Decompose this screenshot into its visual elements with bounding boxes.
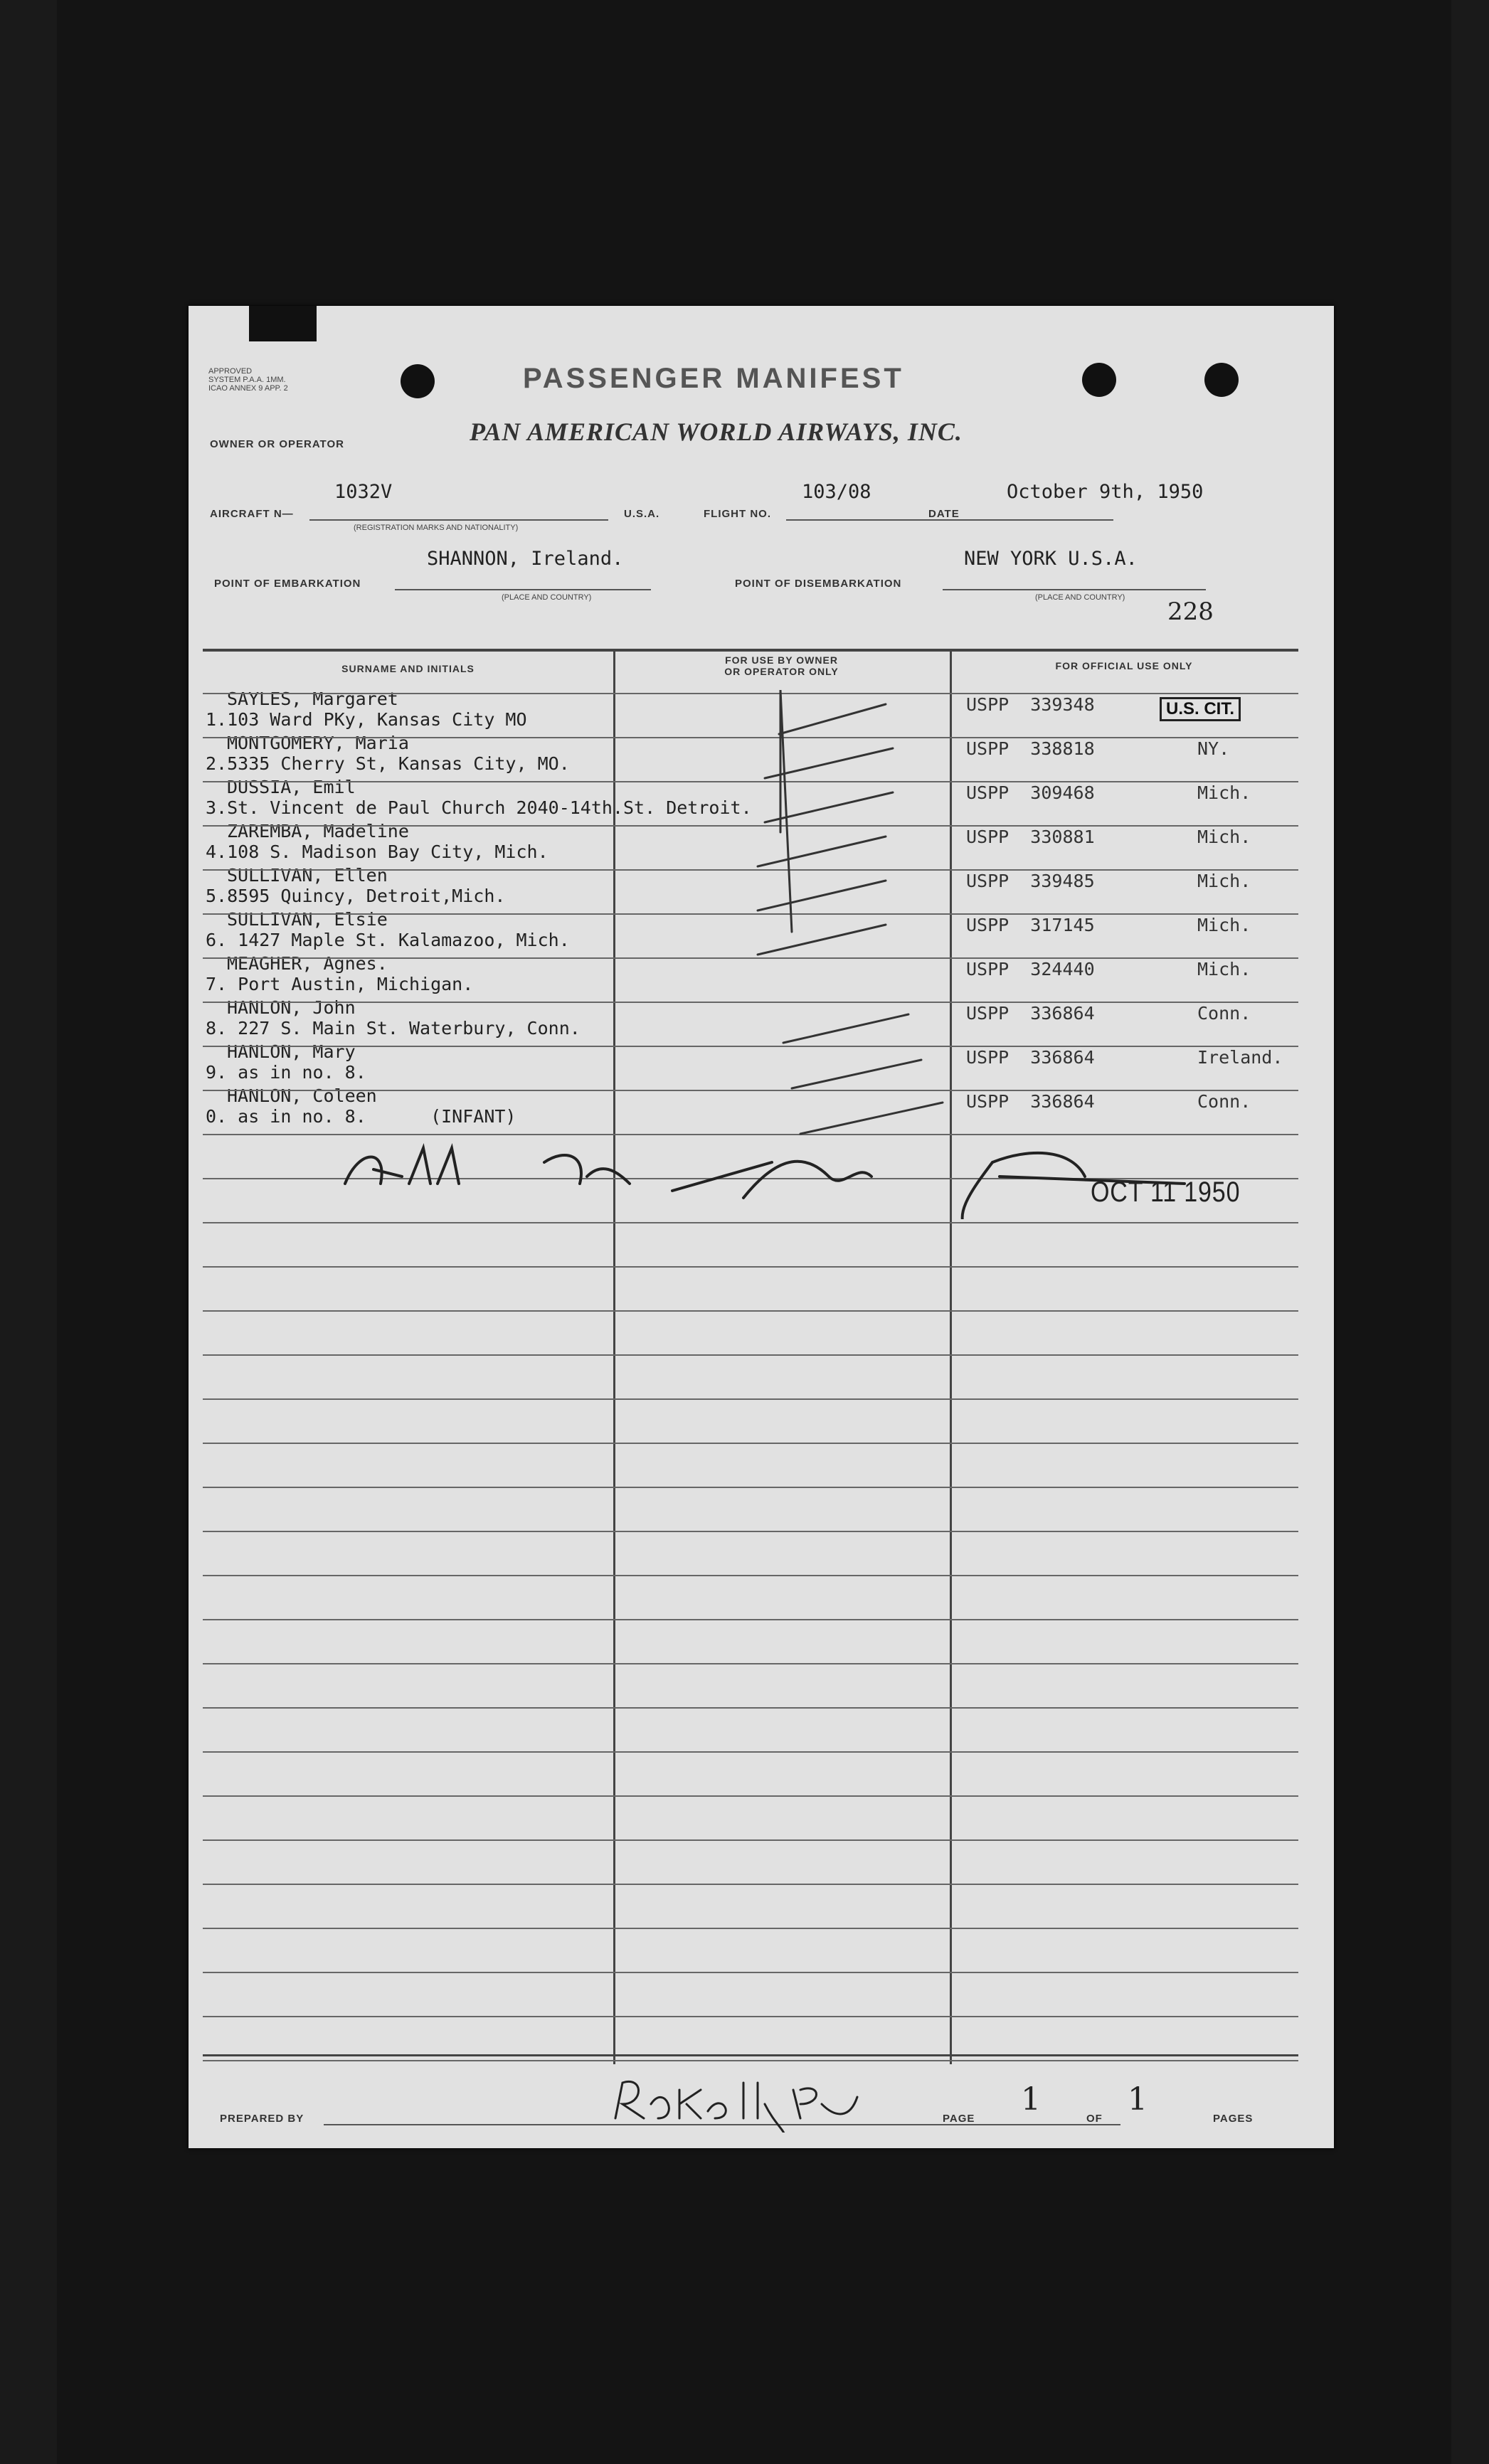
manifest-sheet: [189, 306, 1334, 2148]
footer-rule-top: [203, 2054, 1298, 2056]
passport-number: USPP 336864: [966, 1003, 1095, 1024]
receipt-date-stamp: OCT 11 1950: [1091, 1177, 1241, 1208]
passenger-address: 9. as in no. 8.: [206, 1062, 366, 1083]
passenger-name-address: [206, 1041, 366, 1083]
ruled-line: [203, 1575, 1298, 1576]
passport-number: USPP 309468: [966, 782, 1095, 803]
date-label: DATE: [928, 508, 960, 520]
aircraft-label: AIRCRAFT N—: [210, 508, 294, 520]
ruled-line: [203, 1751, 1298, 1753]
embark-value: SHANNON, Ireland.: [427, 548, 624, 570]
passenger-name: ZAREMBA, Madeline: [227, 821, 409, 841]
check-stroke-7: [783, 1014, 908, 1043]
residence-note: Mich.: [1197, 782, 1251, 803]
nationality: U.S.A.: [624, 508, 660, 520]
passport-number: USPP 317145: [966, 915, 1095, 935]
ruled-line: [203, 1839, 1298, 1841]
ruled-line: [203, 1531, 1298, 1532]
residence-note: Mich.: [1197, 915, 1251, 935]
passport-number: USPP 339348: [966, 694, 1095, 715]
ruled-line: [203, 1663, 1298, 1664]
of-label: OF: [1086, 2113, 1103, 2125]
passenger-name-address: [206, 997, 581, 1039]
passenger-name-address: [206, 953, 473, 994]
header-operator: FOR USE BY OWNER OR OPERATOR ONLY: [724, 654, 839, 677]
header-surname: SURNAME AND INITIALS: [341, 663, 475, 674]
passenger-address: 6. 1427 Maple St. Kalamazoo, Mich.: [206, 930, 570, 950]
ruled-line: [203, 1707, 1298, 1709]
ruled-line: [203, 1884, 1298, 1885]
ruled-line: [203, 1795, 1298, 1797]
ruled-line: [203, 1928, 1298, 1929]
check-stroke-9: [800, 1103, 943, 1134]
passenger-name: SULLIVAN, Ellen: [227, 865, 388, 886]
punch-hole-right: [1082, 363, 1116, 397]
passport-number: USPP 336864: [966, 1047, 1095, 1068]
aircraft-value: 1032V: [334, 481, 393, 503]
header-official: FOR OFFICIAL USE ONLY: [1055, 660, 1193, 671]
reference-number: 228: [1167, 598, 1214, 626]
page-label: PAGE: [943, 2113, 975, 2125]
prepared-signature-ink: [608, 2076, 864, 2133]
check-stroke-8: [792, 1060, 921, 1088]
passenger-name: HANLON, John: [227, 997, 356, 1018]
punch-hole-far-right: [1204, 363, 1239, 397]
passenger-name-address: [206, 689, 527, 730]
passenger-address: 7. Port Austin, Michigan.: [206, 974, 474, 994]
passenger-address: 3.St. Vincent de Paul Church 2040-14th.St. Detroit.: [206, 797, 752, 818]
passport-number: USPP 338818: [966, 738, 1095, 759]
check-stroke-3: [765, 792, 893, 822]
check-stroke-4: [758, 837, 886, 866]
passenger-name-address: [206, 733, 570, 774]
tape-mark: [249, 306, 317, 341]
disembark-value: NEW YORK U.S.A.: [964, 548, 1138, 570]
passenger-name: HANLON, Coleen: [227, 1085, 377, 1106]
embark-label: POINT OF EMBARKATION: [214, 578, 361, 590]
handwritten-summary-ink: [331, 1134, 1220, 1219]
passenger-address: 8. 227 S. Main St. Waterbury, Conn.: [206, 1018, 581, 1039]
registration-note: (REGISTRATION MARKS AND NATIONALITY): [354, 524, 519, 532]
passenger-address: 2.5335 Cherry St, Kansas City, MO.: [206, 753, 570, 774]
passenger-address: 4.108 S. Madison Bay City, Mich.: [206, 841, 549, 862]
passenger-name-address: [206, 821, 549, 862]
residence-note: Conn.: [1197, 1091, 1251, 1112]
flight-label: FLIGHT NO.: [704, 508, 771, 520]
passport-number: USPP 324440: [966, 959, 1095, 979]
passenger-name: HANLON, Mary: [227, 1041, 356, 1062]
disembark-label: POINT OF DISEMBARKATION: [735, 578, 902, 590]
residence-note: Mich.: [1197, 827, 1251, 847]
residence-note: Conn.: [1197, 1003, 1251, 1024]
residence-note: NY.: [1197, 738, 1230, 759]
residence-note: Ireland.: [1197, 1047, 1283, 1068]
ruled-line: [203, 1972, 1298, 1973]
ruled-line: [203, 1619, 1298, 1620]
check-stroke-1: [779, 704, 886, 734]
check-stroke-5: [758, 881, 886, 910]
passenger-address: 0. as in no. 8. (INFANT): [206, 1106, 516, 1127]
prepared-signature: [615, 2084, 620, 2085]
check-stroke-6: [758, 925, 886, 955]
passenger-name-address: [206, 865, 505, 906]
passenger-address: 5.8595 Quincy, Detroit,Mich.: [206, 886, 506, 906]
passenger-name: MEAGHER, Agnes.: [227, 953, 388, 974]
passenger-name-address: [206, 1085, 516, 1127]
punch-hole-left: [401, 364, 435, 398]
disembark-place-note: (PLACE AND COUNTRY): [1035, 593, 1125, 602]
ruled-line: [203, 2016, 1298, 2017]
passenger-name-address: [206, 909, 570, 950]
passenger-address: 1.103 Ward PKy, Kansas City MO: [206, 709, 527, 730]
bracket-stroke: [780, 690, 792, 932]
passenger-name: SULLIVAN, Elsie: [227, 909, 388, 930]
aircraft-line: [309, 519, 608, 521]
residence-note: Mich.: [1197, 871, 1251, 891]
prepared-label: PREPARED BY: [220, 2113, 304, 2125]
passport-number: USPP 330881: [966, 827, 1095, 847]
handwritten-summary: [345, 1138, 356, 1139]
passport-number: USPP 339485: [966, 871, 1095, 891]
of-value: 1: [1128, 2081, 1148, 2118]
flight-value: 103/08: [802, 481, 871, 503]
owner-label: OWNER OR OPERATOR: [210, 438, 344, 450]
residence-note: Mich.: [1197, 959, 1251, 979]
citizenship-stamp: U.S. CIT.: [1160, 697, 1241, 721]
disembark-line: [943, 589, 1206, 590]
passport-number: USPP 336864: [966, 1091, 1095, 1112]
footer-rule-second: [203, 2060, 1298, 2061]
passenger-name: MONTGOMERY, Maria: [227, 733, 409, 753]
page-value: 1: [1021, 2081, 1041, 2118]
approval-note: APPROVED SYSTEM P.A.A. 1MM. ICAO ANNEX 9 APP. 2: [208, 367, 288, 393]
embark-place-note: (PLACE AND COUNTRY): [502, 593, 592, 602]
table-top-rule: [203, 649, 1298, 652]
manifest-title: PASSENGER MANIFEST: [523, 363, 904, 394]
date-value: October 9th, 1950: [1007, 481, 1204, 503]
operator-check-strokes: [587, 690, 985, 1444]
airline-name: PAN AMERICAN WORLD AIRWAYS, INC.: [470, 418, 963, 446]
ruled-line: [203, 1487, 1298, 1488]
embark-line: [395, 589, 651, 590]
passenger-name: DUSSIA, Emil: [227, 777, 356, 797]
passenger-name: SAYLES, Margaret: [227, 689, 398, 709]
pages-label: PAGES: [1213, 2113, 1254, 2125]
